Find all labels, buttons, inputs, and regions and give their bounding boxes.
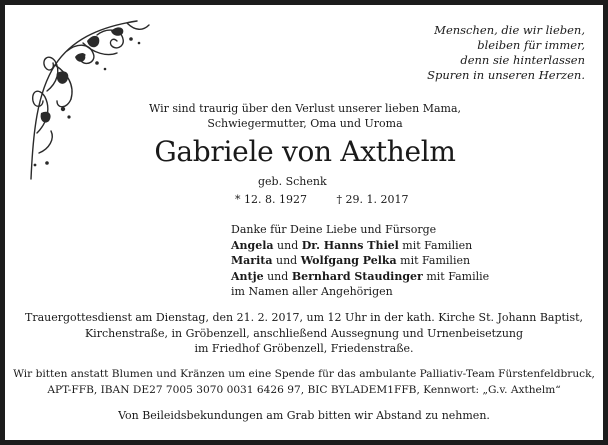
family-member: Antje: [231, 269, 264, 283]
thanks-block: [231, 222, 561, 300]
family-member: Dr. Hanns Thiel: [301, 238, 399, 252]
funeral-details: [5, 310, 603, 357]
floral-corner-ornament-icon: [27, 13, 157, 183]
family-suffix: mit Familien: [396, 254, 471, 267]
family-line: [231, 238, 561, 254]
funeral-line: Kirchenstraße, in Gröbenzell, anschließend Aussegnung und Urnenbeisetzung: [84, 326, 524, 340]
quote-line: denn sie hinterlassen: [460, 53, 585, 67]
thanks-line: Danke für Deine Liebe und Fürsorge: [231, 223, 437, 236]
funeral-line: Trauergottesdienst am Dienstag, den 21. 2. 2017, um 12 Uhr in der kath. Kirche St. Johann Baptist,: [24, 311, 584, 324]
donation-request: [5, 367, 603, 398]
donation-line: Wir bitten anstatt Blumen und Kränzen um eine Spende für das ambulante Palliativ-Team Fürstenfeldbruck,: [13, 368, 595, 380]
family-conjunction: und: [272, 254, 301, 267]
quote-line: Spuren in unseren Herzen.: [427, 68, 585, 82]
life-dates: [235, 193, 408, 206]
family-conjunction: und: [273, 238, 302, 252]
condolence-note: Von Beileidsbekundungen am Grab bitten wir Abstand zu nehmen.: [118, 409, 490, 422]
deceased-name: Gabriele von Axthelm: [154, 135, 456, 168]
intro-text: [145, 101, 465, 131]
closing-line: im Namen aller Angehörigen: [231, 285, 393, 298]
intro-line: Schwiegermutter, Oma und Uroma: [207, 117, 403, 130]
family-member: Wolfgang Pelka: [300, 254, 397, 267]
obituary-notice: [5, 5, 603, 440]
birth-date: * 12. 8. 1927: [235, 193, 307, 206]
family-member: Angela: [231, 238, 274, 252]
funeral-line: im Friedhof Gröbenzell, Friedenstraße.: [194, 342, 414, 355]
intro-line: Wir sind traurig über den Verlust unserer lieben Mama,: [148, 102, 462, 115]
family-suffix: mit Familien: [398, 238, 473, 252]
family-line: [231, 269, 561, 285]
death-date: † 29. 1. 2017: [336, 193, 409, 206]
family-conjunction: und: [263, 269, 292, 283]
birth-name: geb. Schenk: [258, 175, 327, 188]
family-member: Marita: [231, 254, 273, 267]
donation-line: APT-FFB, IBAN DE27 7005 3070 0031 6426 97, BIC BYLADEM1FFB, Kennwort: „G.v. Axthelm“: [47, 383, 561, 396]
quote-line: bleiben für immer,: [477, 38, 585, 52]
family-member: Bernhard Staudinger: [291, 269, 423, 283]
memorial-quote: [325, 23, 585, 83]
family-line: [231, 253, 561, 269]
quote-line: Menschen, die wir lieben,: [434, 23, 585, 37]
family-suffix: mit Familie: [422, 269, 490, 283]
